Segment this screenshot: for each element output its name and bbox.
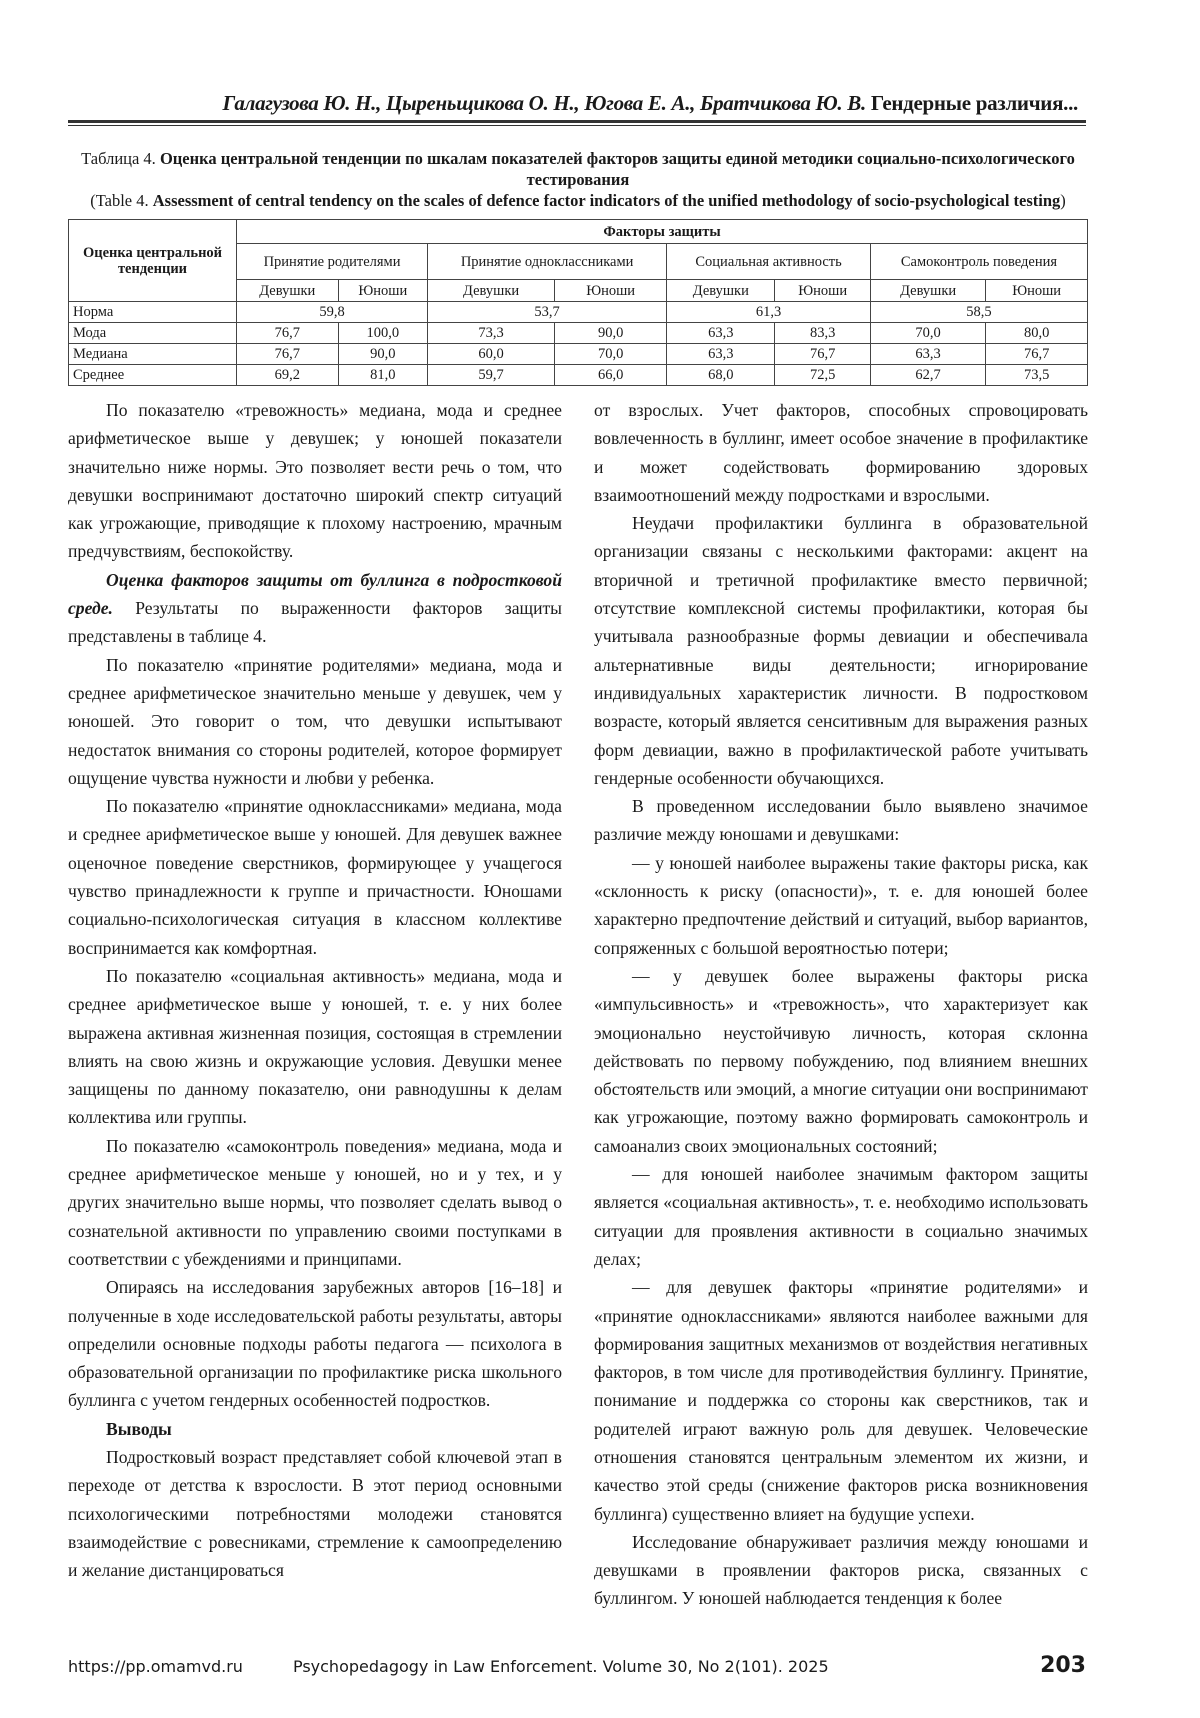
factor-header: Принятие родителями — [237, 244, 428, 280]
paragraph: Исследование обнаруживает различия между юношами и девушками в проявлении факторов риска, связанных с буллингом. У юношей наблюдается тенденция к более — [594, 1528, 1088, 1613]
table-cell: 76,7 — [775, 344, 870, 365]
gender-header: Девушки — [870, 280, 985, 302]
table-cell: 68,0 — [667, 365, 775, 386]
row-label: Медиана — [69, 344, 237, 365]
norm-cell: 61,3 — [667, 302, 871, 323]
norm-cell: 53,7 — [428, 302, 667, 323]
factor-header: Социальная активность — [667, 244, 871, 280]
footer-journal: Psychopedagogy in Law Enforcement. Volume 30, No 2(101). 2025 — [273, 1657, 1010, 1676]
paragraph: Подростковый возраст представляет собой ключевой этап в переходе от детства к взрослости. В этот период основными психологическими потребностями молодежи становятся взаимодействие с ровесниками, стремление к самоопределению и желание дистанцироваться — [68, 1443, 562, 1584]
right-column — [594, 396, 1088, 1613]
table-cell: 83,3 — [775, 323, 870, 344]
data-table — [68, 219, 1088, 386]
table-row — [69, 323, 1088, 344]
norm-cell: 59,8 — [237, 302, 428, 323]
group-header: Факторы защиты — [237, 220, 1088, 244]
paragraph: По показателю «тревожность» медиана, мода и среднее арифметическое выше у девушек; у юношей показатели значительно ниже нормы. Это позволяет вести речь о том, что девушки воспринимают достаточно широкий спектр ситуаций как угрожающие, приводящие к плохому настроению, мрачным предчувствиям, беспокойству. — [68, 396, 562, 566]
table-cell: 76,7 — [237, 323, 339, 344]
paragraph: от взрослых. Учет факторов, способных спровоцировать вовлеченность в буллинг, имеет особое значение в профилактике и может содействовать формированию здоровых взаимоотношений между подростками и взрослыми. — [594, 396, 1088, 509]
table-row — [69, 365, 1088, 386]
running-header — [68, 90, 1088, 116]
factor-header: Принятие одноклассниками — [428, 244, 667, 280]
table-cell: 90,0 — [338, 344, 428, 365]
list-item: — у девушек более выражены факторы риска «импульсивность» и «тревожность», что характеризует как эмоционально неустойчивую личность, которая склонна действовать по первому побуждению, под влиянием внешних обстоятельств или эмоций, а многие ситуации они воспринимают как угрожающие, поэтому важно формировать самоконтроль и самоанализ своих эмоциональных состояний; — [594, 962, 1088, 1160]
row-label: Среднее — [69, 365, 237, 386]
header-title: Гендерные различия... — [871, 91, 1078, 115]
paragraph — [68, 566, 562, 651]
table-cell: 66,0 — [555, 365, 667, 386]
caption-ru-prefix: Таблица 4. — [81, 149, 160, 168]
table-cell: 63,3 — [667, 323, 775, 344]
gender-header: Юноши — [555, 280, 667, 302]
paragraph: Неудачи профилактики буллинга в образовательной организации связаны с несколькими факторами: акцент на вторичной и третичной профилактике вместо первичной; отсутствие комплексной системы профилактики, которая бы учитывала разнообразные формы девиации и обеспечивала альтернативные виды деятельности; игнорирование индивидуальных характеристик личности. В подростковом возрасте, который является сенситивным для выражения разных форм девиации, важно в профилактической работе учитывать гендерные особенности обучающихся. — [594, 509, 1088, 792]
table-cell: 70,0 — [555, 344, 667, 365]
table-cell: 59,7 — [428, 365, 555, 386]
table-cell: 62,7 — [870, 365, 985, 386]
section-heading: Выводы — [68, 1415, 562, 1443]
gender-header: Девушки — [667, 280, 775, 302]
header-authors: Галагузова Ю. Н., Цыреньщикова О. Н., Югова Е. А., Братчикова Ю. В. — [223, 91, 866, 115]
footer-url[interactable]: https://pp.omamvd.ru — [68, 1657, 243, 1676]
table-cell: 76,7 — [237, 344, 339, 365]
paragraph: Опираясь на исследования зарубежных авторов [16–18] и полученные в ходе исследовательской работы результаты, авторы определили основные подходы работы педагога — психолога в образовательной организации по профилактике риска школьного буллинга с учетом гендерных особенностей подростков. — [68, 1273, 562, 1414]
caption-ru-title: Оценка центральной тенденции по шкалам показателей факторов защиты единой методики социально-психологического тестирования — [160, 149, 1075, 189]
table-cell: 81,0 — [338, 365, 428, 386]
list-item: — у юношей наиболее выражены такие факторы риска, как «склонность к риску (опасности)», т. е. для юношей более характерно предпочтение действий и ситуаций, выбор вариантов, сопряженных с большой вероятностью потери; — [594, 849, 1088, 962]
table-cell: 73,3 — [428, 323, 555, 344]
table-cell: 60,0 — [428, 344, 555, 365]
table-cell: 73,5 — [986, 365, 1088, 386]
gender-header: Юноши — [775, 280, 870, 302]
footer — [68, 1653, 1086, 1718]
paragraph: В проведенном исследовании было выявлено значимое различие между юношами и девушками: — [594, 792, 1088, 849]
subheading: Оценка факторов защиты от буллинга в подростковой среде. — [68, 570, 562, 618]
gender-header: Юноши — [986, 280, 1088, 302]
corner-header: Оценка центральной тенденции — [69, 220, 237, 302]
caption-en-prefix: (Table 4. — [90, 191, 153, 210]
caption-close: ) — [1060, 191, 1066, 210]
gender-header: Девушки — [237, 280, 339, 302]
paragraph: По показателю «самоконтроль поведения» медиана, мода и среднее арифметическое меньше у юношей, но и у тех, и у других значительно выше нормы, что позволяет сделать вывод о сознательной активности по управлению своими поступками в соответствии с убеждениями и принципами. — [68, 1132, 562, 1273]
table-caption — [78, 148, 1078, 211]
body-columns — [68, 396, 1088, 1613]
table-cell: 69,2 — [237, 365, 339, 386]
header-rule — [68, 120, 1086, 126]
list-item: — для юношей наиболее значимым фактором защиты является «социальная активность», т. е. необходимо использовать ситуации для проявления активности в социально значимых делах; — [594, 1160, 1088, 1273]
factor-header: Самоконтроль поведения — [870, 244, 1087, 280]
paragraph: По показателю «социальная активность» медиана, мода и среднее арифметическое выше у юношей, т. е. у них более выражена активная жизненная позиция, состоящая в стремлении влиять на свою жизнь и окружающие условия. Девушки менее защищены по данному показателю, они равнодушны к делам коллектива или группы. — [68, 962, 562, 1132]
norm-cell: 58,5 — [870, 302, 1087, 323]
table-cell: 63,3 — [870, 344, 985, 365]
paragraph: По показателю «принятие одноклассниками» медиана, мода и среднее арифметическое выше у юношей. Для девушек важнее оценочное поведение сверстников, формирующее у учащегося чувство принадлежности к группе и причастности. Юношами социально-психологическая ситуация в классном коллективе воспринимается как комфортная. — [68, 792, 562, 962]
table-cell: 80,0 — [986, 323, 1088, 344]
left-column — [68, 396, 562, 1613]
table-cell: 63,3 — [667, 344, 775, 365]
table-row — [69, 302, 1088, 323]
page-number: 203 — [1040, 1653, 1086, 1678]
table-cell: 76,7 — [986, 344, 1088, 365]
list-item: — для девушек факторы «принятие родителями» и «принятие одноклассниками» являются наиболее важными для формирования защитных механизмов от воздействия негативных факторов, в том числе для противодействия буллингу. Принятие, понимание и поддержка со стороны как сверстников, так и родителей играют важную роль для девушек. Человеческие отношения становятся центральным элементом их жизни, и качество этой среды (снижение факторов риска возникновения буллинга) существенно влияет на будущие успехи. — [594, 1273, 1088, 1528]
table-cell: 100,0 — [338, 323, 428, 344]
subheading-text: Результаты по выраженности факторов защиты представлены в таблице 4. — [68, 598, 562, 646]
table-cell: 72,5 — [775, 365, 870, 386]
gender-header: Юноши — [338, 280, 428, 302]
table-cell: 70,0 — [870, 323, 985, 344]
row-label: Мода — [69, 323, 237, 344]
page — [68, 0, 1088, 1718]
gender-header: Девушки — [428, 280, 555, 302]
table-cell: 90,0 — [555, 323, 667, 344]
caption-en-title: Assessment of central tendency on the scales of defence factor indicators of the unified methodology of socio-psychological testing — [153, 191, 1061, 210]
paragraph: По показателю «принятие родителями» медиана, мода и среднее арифметическое значительно меньше у девушек, чем у юношей. Это говорит о том, что девушки испытывают недостаток внимания со стороны родителей, которое формирует ощущение чувства нужности и любви у ребенка. — [68, 651, 562, 792]
table-row — [69, 344, 1088, 365]
row-label: Норма — [69, 302, 237, 323]
